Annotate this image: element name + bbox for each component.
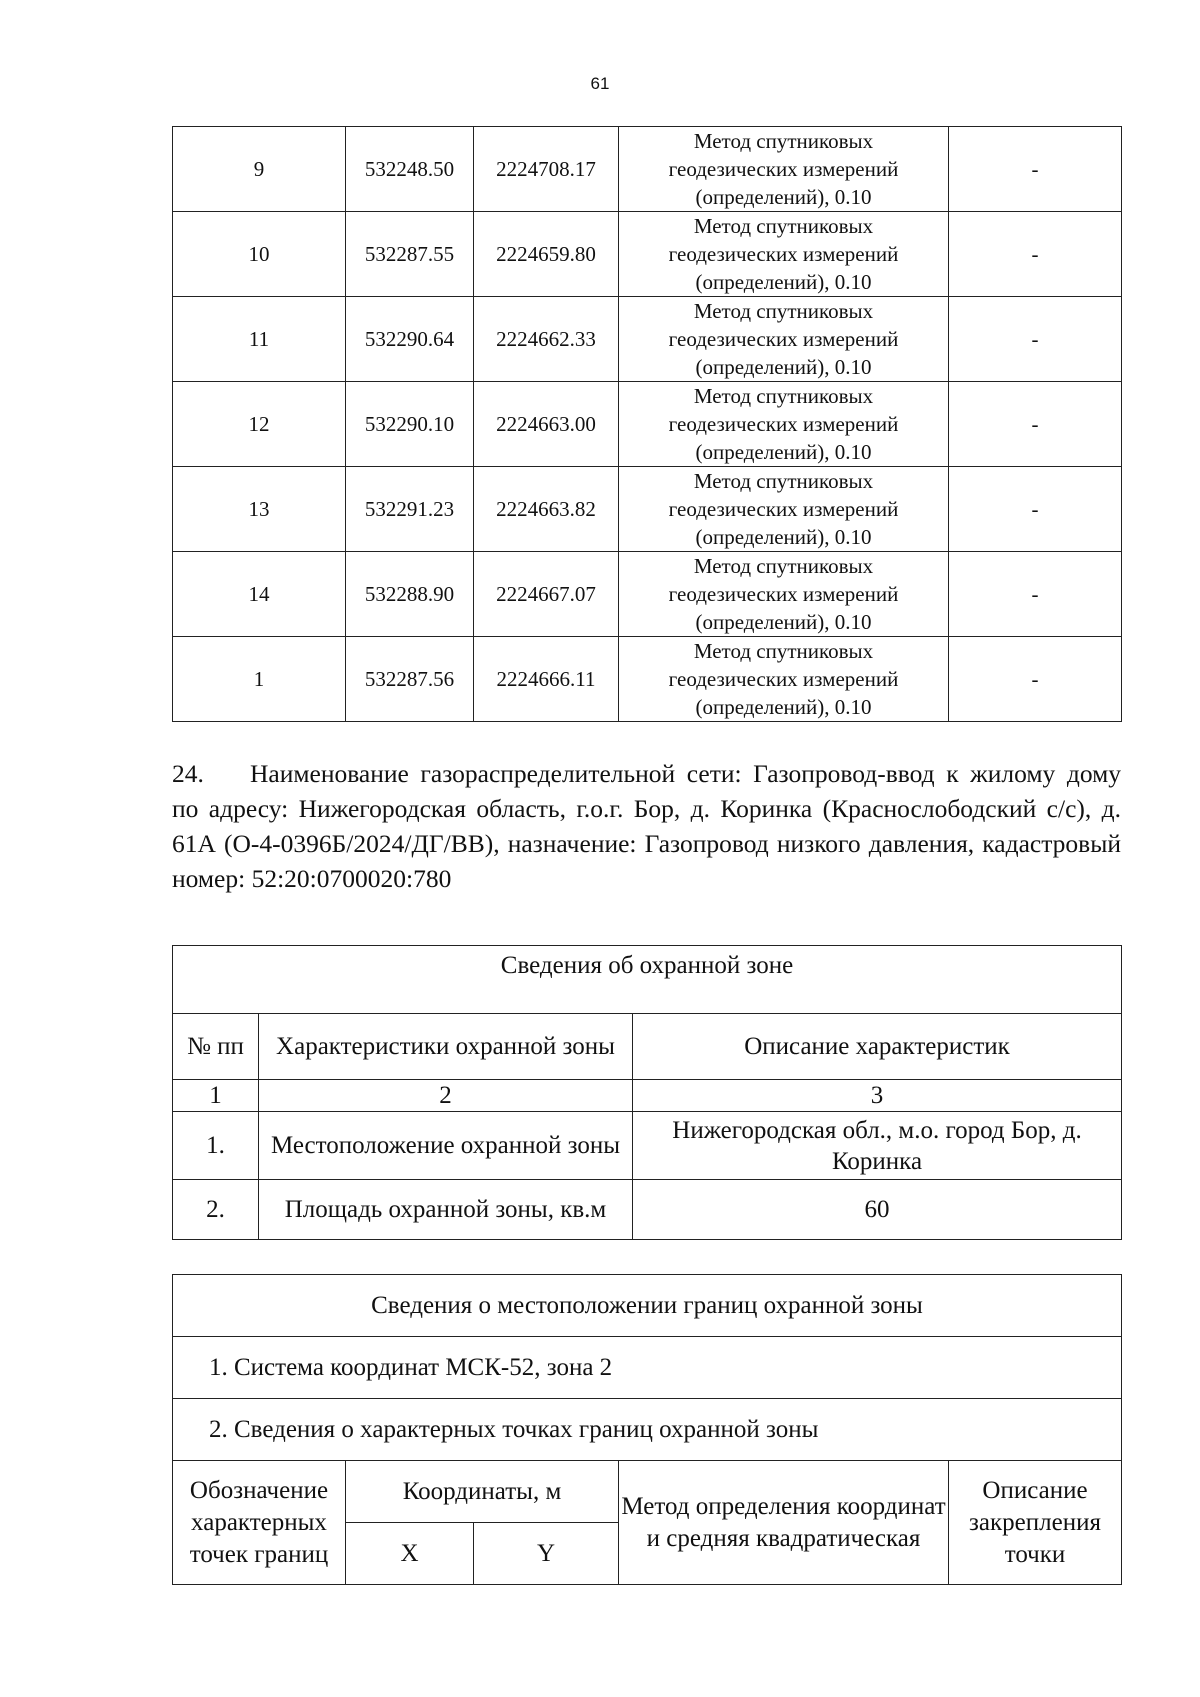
- fixing-cell: -: [949, 637, 1122, 722]
- zone-index-3: 3: [633, 1080, 1122, 1112]
- coordinate-row: [173, 637, 1122, 722]
- y-cell: 2224662.33: [474, 297, 619, 382]
- section-text: Наименование газораспределительной сети: Газопровод-ввод к жилому дому по адресу: Нижегородская область, г.о.г. Бор, д. Коринка (Краснослободский с/с), д. 61А (О-4-0396Б/2024/ДГ/ВВ), назначение: Газопровод низкого давления, кадастровый номер: 52:20:0700020:780: [172, 759, 1121, 893]
- coordinate-row: [173, 297, 1122, 382]
- method-line: (определений), 0.10: [695, 270, 872, 294]
- fixing-cell: -: [949, 127, 1122, 212]
- point-cell: 11: [173, 297, 346, 382]
- protection-zone-table: [172, 945, 1122, 1240]
- zone-header-characteristics: Характеристики охранной зоны: [259, 1014, 633, 1080]
- method-cell: [619, 552, 949, 637]
- method-line: геодезических измерений: [668, 242, 899, 266]
- x-cell: 532287.56: [346, 637, 474, 722]
- x-cell: 532290.64: [346, 297, 474, 382]
- method-line: геодезических измерений: [668, 582, 899, 606]
- y-cell: 2224663.00: [474, 382, 619, 467]
- point-cell: 10: [173, 212, 346, 297]
- method-line: геодезических измерений: [668, 157, 899, 181]
- fixing-cell: -: [949, 382, 1122, 467]
- method-line: (определений), 0.10: [695, 525, 872, 549]
- zone-header-num: № пп: [173, 1014, 259, 1080]
- method-line: Метод спутниковых: [693, 299, 874, 323]
- method-line: (определений), 0.10: [695, 695, 872, 719]
- x-cell: 532287.55: [346, 212, 474, 297]
- header-fixing: Описание закрепления точки: [949, 1461, 1122, 1585]
- y-cell: 2224663.82: [474, 467, 619, 552]
- y-cell: 2224708.17: [474, 127, 619, 212]
- section-number: 24.: [172, 759, 204, 788]
- method-line: (определений), 0.10: [695, 355, 872, 379]
- zone-index-2: 2: [259, 1080, 633, 1112]
- point-cell: 13: [173, 467, 346, 552]
- x-cell: 532248.50: [346, 127, 474, 212]
- method-cell: [619, 127, 949, 212]
- y-cell: 2224666.11: [474, 637, 619, 722]
- method-line: Метод спутниковых: [693, 129, 874, 153]
- zone-row-value: 60: [633, 1180, 1122, 1240]
- coordinate-row: [173, 467, 1122, 552]
- fixing-cell: -: [949, 552, 1122, 637]
- y-cell: 2224659.80: [474, 212, 619, 297]
- zone-row-num: 2.: [173, 1180, 259, 1240]
- method-line: геодезических измерений: [668, 667, 899, 691]
- method-cell: [619, 467, 949, 552]
- y-cell: 2224667.07: [474, 552, 619, 637]
- method-cell: [619, 212, 949, 297]
- point-cell: 14: [173, 552, 346, 637]
- section-paragraph: [172, 756, 1121, 896]
- zone-row-name: Местоположение охранной зоны: [259, 1112, 633, 1180]
- bounds-table-title: Сведения о местоположении границ охранной зоны: [173, 1275, 1122, 1337]
- method-line: Метод спутниковых: [693, 384, 874, 408]
- x-cell: 532288.90: [346, 552, 474, 637]
- method-line: Метод спутниковых: [693, 554, 874, 578]
- point-cell: 12: [173, 382, 346, 467]
- zone-header-description: Описание характеристик: [633, 1014, 1122, 1080]
- x-cell: 532291.23: [346, 467, 474, 552]
- zone-index-1: 1: [173, 1080, 259, 1112]
- method-cell: [619, 382, 949, 467]
- method-line: (определений), 0.10: [695, 610, 872, 634]
- header-x: X: [346, 1523, 474, 1585]
- coordinate-row: [173, 382, 1122, 467]
- method-cell: [619, 637, 949, 722]
- zone-table-title: Сведения об охранной зоне: [173, 946, 1122, 1014]
- fixing-cell: -: [949, 297, 1122, 382]
- method-line: геодезических измерений: [668, 412, 899, 436]
- method-line: геодезических измерений: [668, 327, 899, 351]
- header-y: Y: [474, 1523, 619, 1585]
- method-line: Метод спутниковых: [693, 639, 874, 663]
- method-line: Метод спутниковых: [693, 214, 874, 238]
- zone-row-value: Нижегородская обл., м.о. город Бор, д. Коринка: [633, 1112, 1122, 1180]
- coordinate-row: [173, 212, 1122, 297]
- method-line: Метод спутниковых: [693, 469, 874, 493]
- method-line: (определений), 0.10: [695, 185, 872, 209]
- header-coordinates: Координаты, м: [346, 1461, 619, 1523]
- boundary-location-table: [172, 1274, 1122, 1585]
- points-section-title: 2. Сведения о характерных точках границ охранной зоны: [173, 1399, 1122, 1461]
- page-number: 61: [590, 74, 610, 93]
- point-cell: 9: [173, 127, 346, 212]
- fixing-cell: -: [949, 212, 1122, 297]
- fixing-cell: -: [949, 467, 1122, 552]
- x-cell: 532290.10: [346, 382, 474, 467]
- method-line: геодезических измерений: [668, 497, 899, 521]
- method-line: (определений), 0.10: [695, 440, 872, 464]
- coordinate-system: 1. Система координат МСК-52, зона 2: [173, 1337, 1122, 1399]
- header-point-designation: Обозначение характерных точек границ: [173, 1461, 346, 1585]
- zone-row-name: Площадь охранной зоны, кв.м: [259, 1180, 633, 1240]
- point-cell: 1: [173, 637, 346, 722]
- zone-row-num: 1.: [173, 1112, 259, 1180]
- coordinate-row: [173, 552, 1122, 637]
- coordinate-row: [173, 127, 1122, 212]
- header-method: Метод определения координат и средняя квадратическая: [619, 1461, 949, 1585]
- coordinates-table: [172, 126, 1122, 722]
- method-cell: [619, 297, 949, 382]
